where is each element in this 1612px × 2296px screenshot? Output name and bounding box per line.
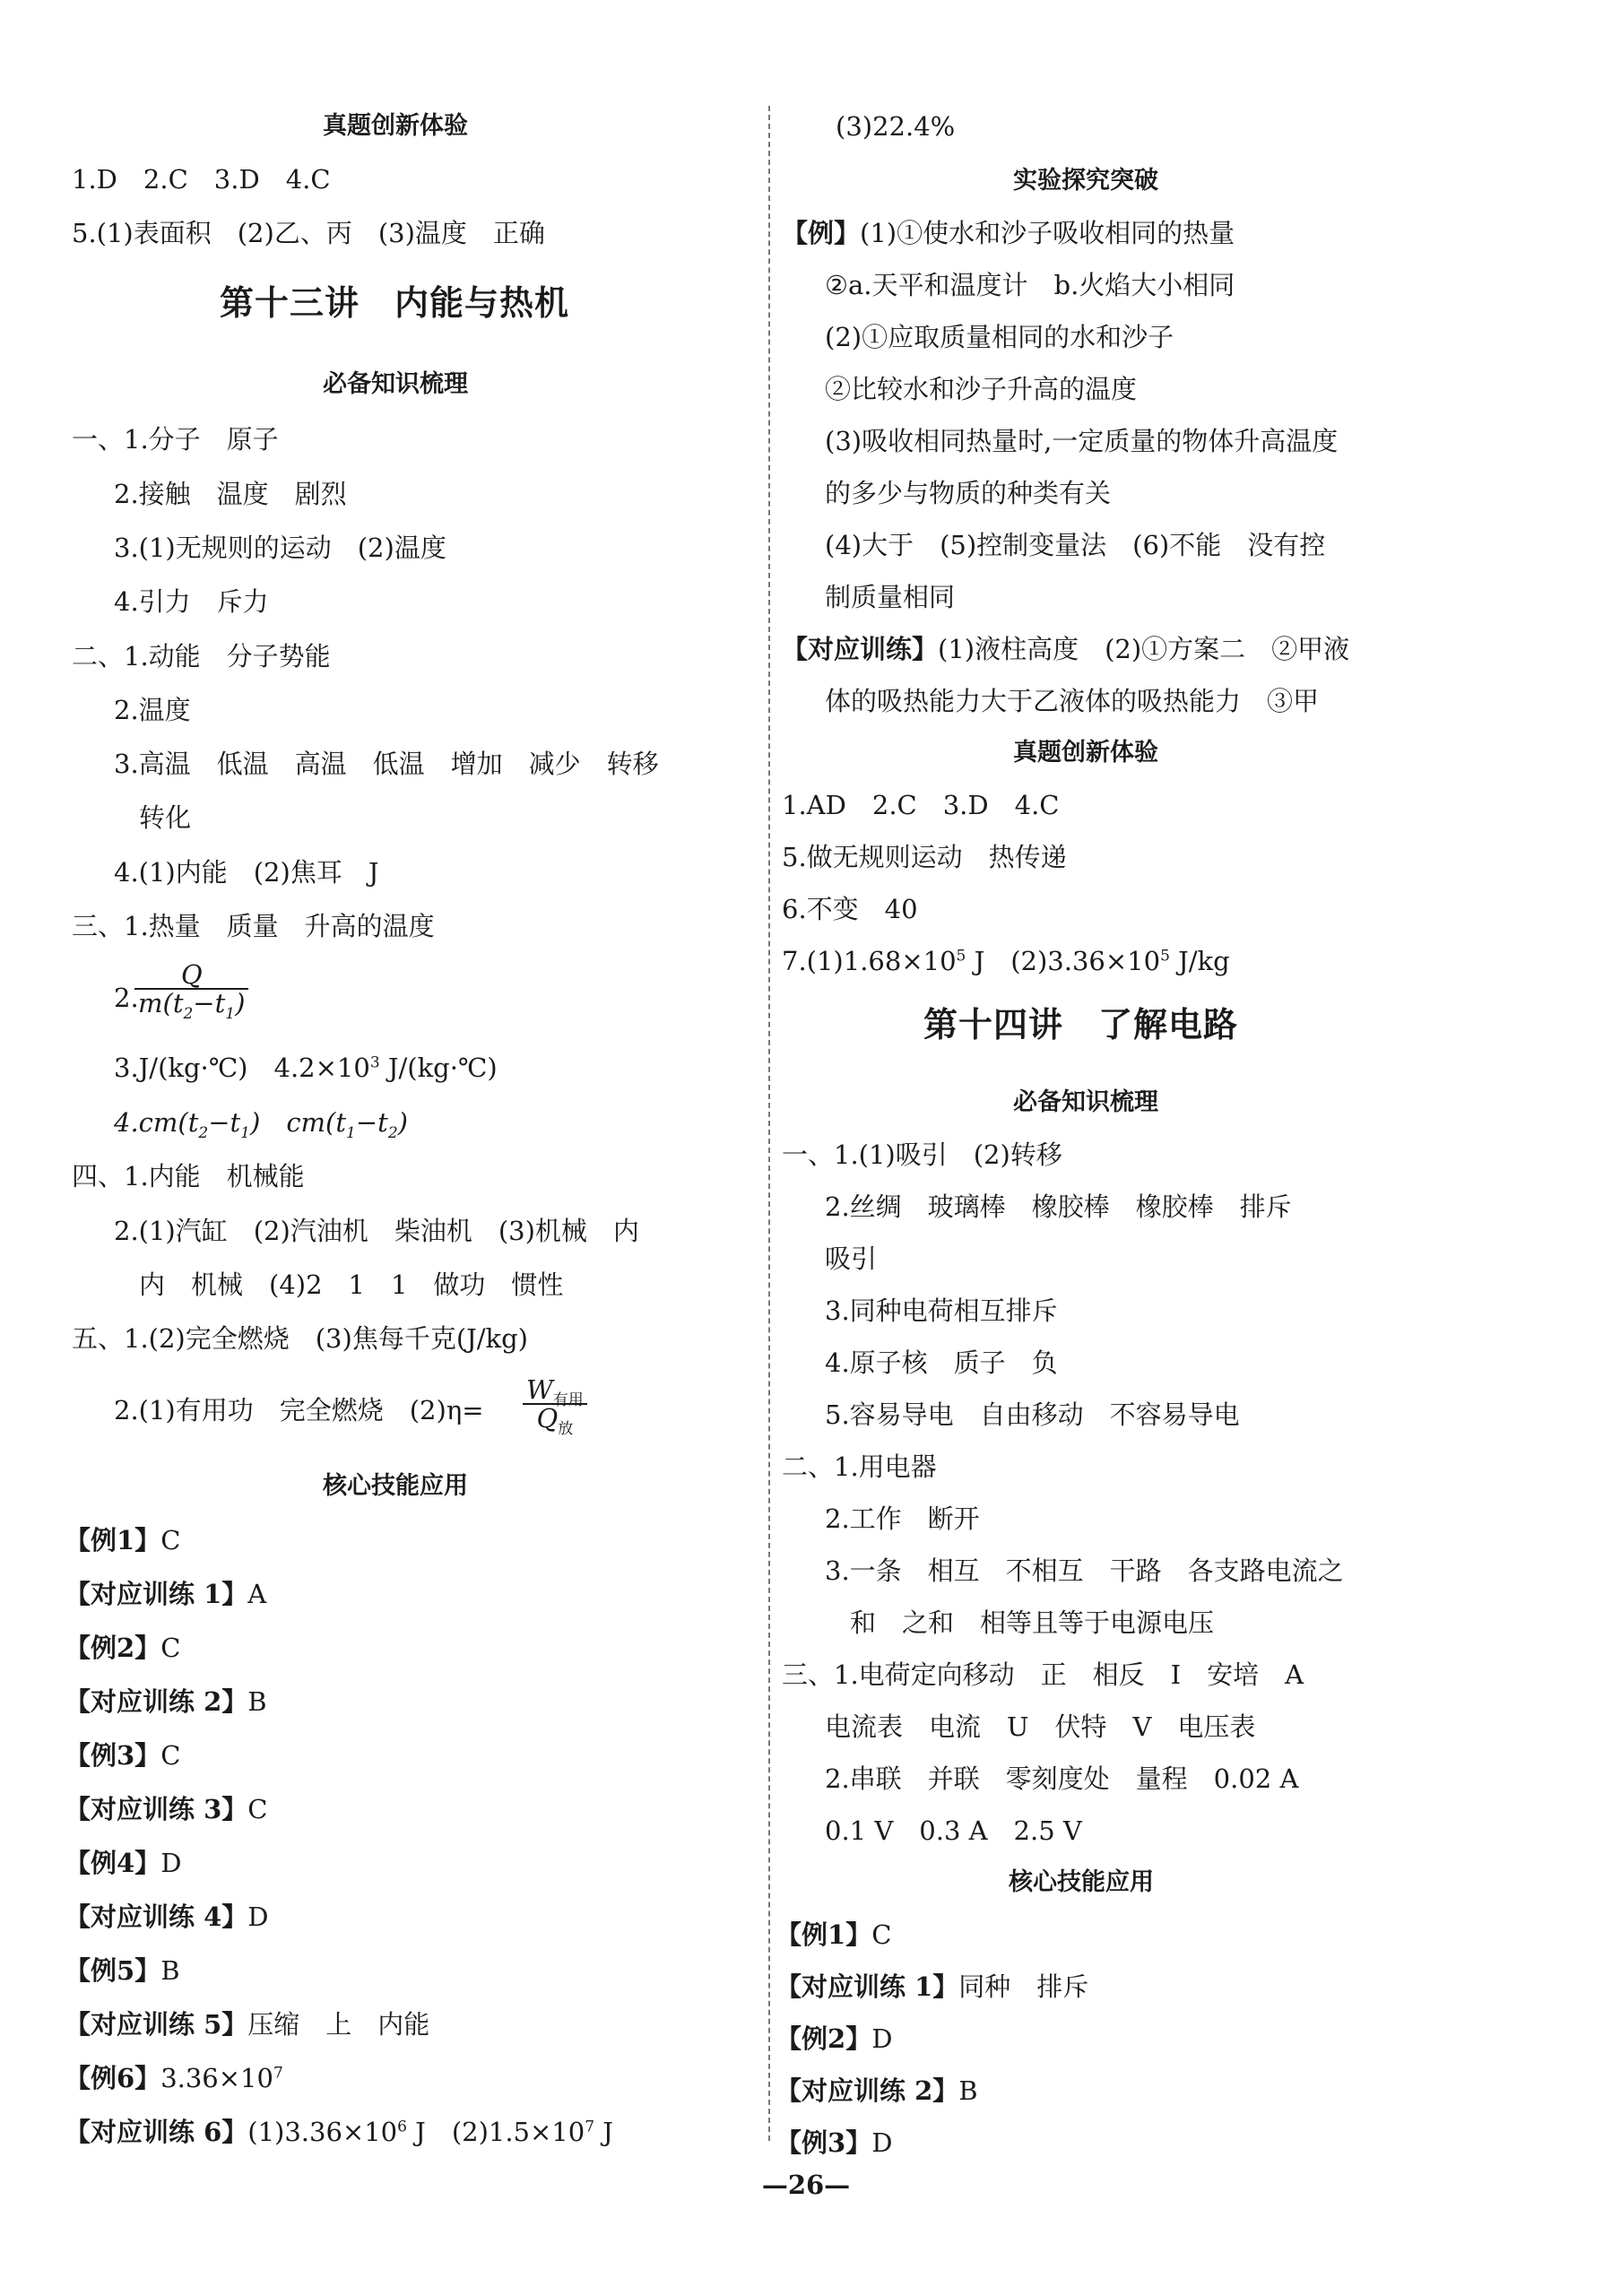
training-answer: 【对应训练 3】C — [65, 1794, 268, 1824]
answer-line: 5.(1)表面积 (2)乙、丙 (3)温度 正确 — [72, 218, 545, 248]
example-answer: 【例2】D — [776, 2023, 893, 2054]
answer-line: 3.高温 低温 高温 低温 增加 减少 转移 — [114, 749, 659, 779]
answer-line: 0.1 V 0.3 A 2.5 V — [825, 1815, 1082, 1846]
answer-line: 转化 — [139, 802, 192, 833]
chapter-title: 第十四讲 了解电路 — [923, 1005, 1239, 1044]
example-answer: 【例1】C — [65, 1525, 181, 1555]
training-answer: 【对应训练 1】同种 排斥 — [776, 1971, 1089, 2002]
fraction-formula — [134, 959, 248, 1023]
answer-line: 和 之和 相等且等于电源电压 — [850, 1607, 1215, 1638]
example-answer: 【例2】C — [65, 1633, 181, 1663]
example-answer: 【例3】D — [776, 2127, 893, 2158]
section-title: 实验探究突破 — [1013, 167, 1158, 195]
section-title: 真题创新体验 — [323, 112, 468, 140]
section-title: 核心技能应用 — [323, 1472, 468, 1500]
training-answer: 【对应训练 2】B — [776, 2075, 978, 2106]
section-title: 真题创新体验 — [1013, 739, 1158, 767]
answer-line: 电流表 电流 U 伏特 V 电压表 — [825, 1711, 1256, 1742]
formula-prefix: 2.(1)有用功 完全燃烧 (2)η= — [114, 1395, 484, 1425]
fraction-numerator: $W_{有用}$ — [523, 1376, 587, 1405]
answer-line: 的多少与物质的种类有关 — [825, 478, 1112, 508]
answer-line: 3.(1)无规则的运动 (2)温度 — [114, 533, 446, 563]
answer-line: (2)①应取质量相同的水和沙子 — [825, 322, 1174, 352]
answer-line: 4.(1)内能 (2)焦耳 J — [114, 857, 379, 888]
section-title: 必备知识梳理 — [323, 370, 468, 398]
answer-line: 2.丝绸 玻璃棒 橡胶棒 橡胶棒 排斥 — [825, 1191, 1292, 1222]
page-number: —26— — [761, 2170, 851, 2200]
example-answer: 【例6】$3.36\times 10^7$ — [65, 2063, 283, 2093]
column-divider — [768, 106, 770, 2141]
answer-line: (3)吸收相同热量时,一定质量的物体升高温度 — [825, 426, 1339, 456]
answer-line: 二、1.动能 分子势能 — [72, 641, 331, 671]
answer-line: 4.原子核 质子 负 — [825, 1347, 1058, 1378]
fraction-numerator: Q — [134, 961, 248, 990]
chapter-title: 第十三讲 内能与热机 — [220, 283, 570, 323]
example-answer: 【例3】C — [65, 1740, 181, 1771]
efficiency-fraction — [523, 1374, 587, 1438]
answer-line: 1.D 2.C 3.D 4.C — [72, 164, 331, 195]
section-title: 核心技能应用 — [1009, 1868, 1154, 1896]
section-title: 必备知识梳理 — [1013, 1088, 1158, 1116]
answer-line: 3.一条 相互 不相互 干路 各支路电流之 — [825, 1555, 1344, 1586]
answer-line: 体的吸热能力大于乙液体的吸热能力 ③甲 — [825, 686, 1320, 716]
answer-line: 4.引力 斥力 — [114, 586, 269, 617]
training-answer: 【对应训练 5】压缩 上 内能 — [65, 2009, 430, 2040]
answer-line: 3.J/(kg·℃) $4.2\times 10^3$ J/(kg·℃) — [114, 1053, 498, 1083]
answer-line: $4.cm(t_2-t_1)$ $cm(t_1-t_2)$ — [114, 1107, 408, 1142]
answer-line: (4)大于 (5)控制变量法 (6)不能 没有控 — [825, 530, 1326, 560]
answer-line: 三、1.热量 质量 升高的温度 — [72, 911, 435, 941]
example-answer: 【例5】B — [65, 1955, 180, 1986]
answer-line: 2.工作 断开 — [825, 1503, 980, 1534]
example-answer: 【例】(1)①使水和沙子吸收相同的热量 — [782, 218, 1235, 248]
answer-line: 2.接触 温度 剧烈 — [114, 479, 347, 509]
answer-line: 5.容易导电 自由移动 不容易导电 — [825, 1399, 1240, 1430]
answer-line: 内 机械 (4)2 1 1 做功 惯性 — [139, 1269, 564, 1300]
training-answer: 【对应训练 4】D — [65, 1902, 269, 1932]
fraction-denominator: $Q_放$ — [536, 1403, 574, 1438]
answer-line: ②比较水和沙子升高的温度 — [825, 374, 1138, 404]
training-answer: 【对应训练 2】B — [65, 1686, 267, 1717]
fraction-denominator: $m(t_2-t_1)$ — [138, 988, 246, 1023]
answer-line: $7.(1)1.68\times 10^5$ J $(2)3.36\times 10^5$ J/kg — [782, 946, 1230, 976]
answer-line: 6.不变 40 — [782, 894, 918, 924]
answer-line: 2.串联 并联 零刻度处 量程 0.02 A — [825, 1763, 1299, 1794]
answer-line: 3.同种电荷相互排斥 — [825, 1295, 1058, 1326]
answer-line: (3)22.4% — [836, 111, 956, 142]
answer-line: ②a.天平和温度计 b.火焰大小相同 — [825, 270, 1235, 300]
formula-prefix: 2. — [114, 983, 139, 1013]
answer-line: 四、1.内能 机械能 — [72, 1161, 305, 1191]
answer-line: 三、1.电荷定向移动 正 相反 I 安培 A — [782, 1659, 1304, 1690]
answer-line: 2.(1)汽缸 (2)汽油机 柴油机 (3)机械 内 — [114, 1216, 639, 1246]
answer-line: 2.温度 — [114, 695, 191, 725]
answer-line: 吸引 — [825, 1243, 878, 1274]
answer-line: 五、1.(2)完全燃烧 (3)焦每千克(J/kg) — [72, 1323, 528, 1354]
answer-line: 一、1.(1)吸引 (2)转移 — [782, 1139, 1062, 1170]
answer-line: 5.做无规则运动 热传递 — [782, 842, 1067, 872]
training-answer: 【对应训练】(1)液柱高度 (2)①方案二 ②甲液 — [782, 634, 1350, 664]
example-answer: 【例1】C — [776, 1919, 892, 1950]
training-answer: 【对应训练 1】A — [65, 1579, 267, 1609]
training-answer: 【对应训练 6】$(1)3.36\times 10^6$ J $(2)1.5\times 10^7$ J — [65, 2117, 613, 2147]
answer-line: 一、1.分子 原子 — [72, 424, 279, 455]
answer-line: 制质量相同 — [825, 582, 956, 612]
answer-line: 1.AD 2.C 3.D 4.C — [782, 790, 1060, 820]
example-answer: 【例4】D — [65, 1848, 182, 1878]
answer-line: 二、1.用电器 — [782, 1451, 937, 1482]
